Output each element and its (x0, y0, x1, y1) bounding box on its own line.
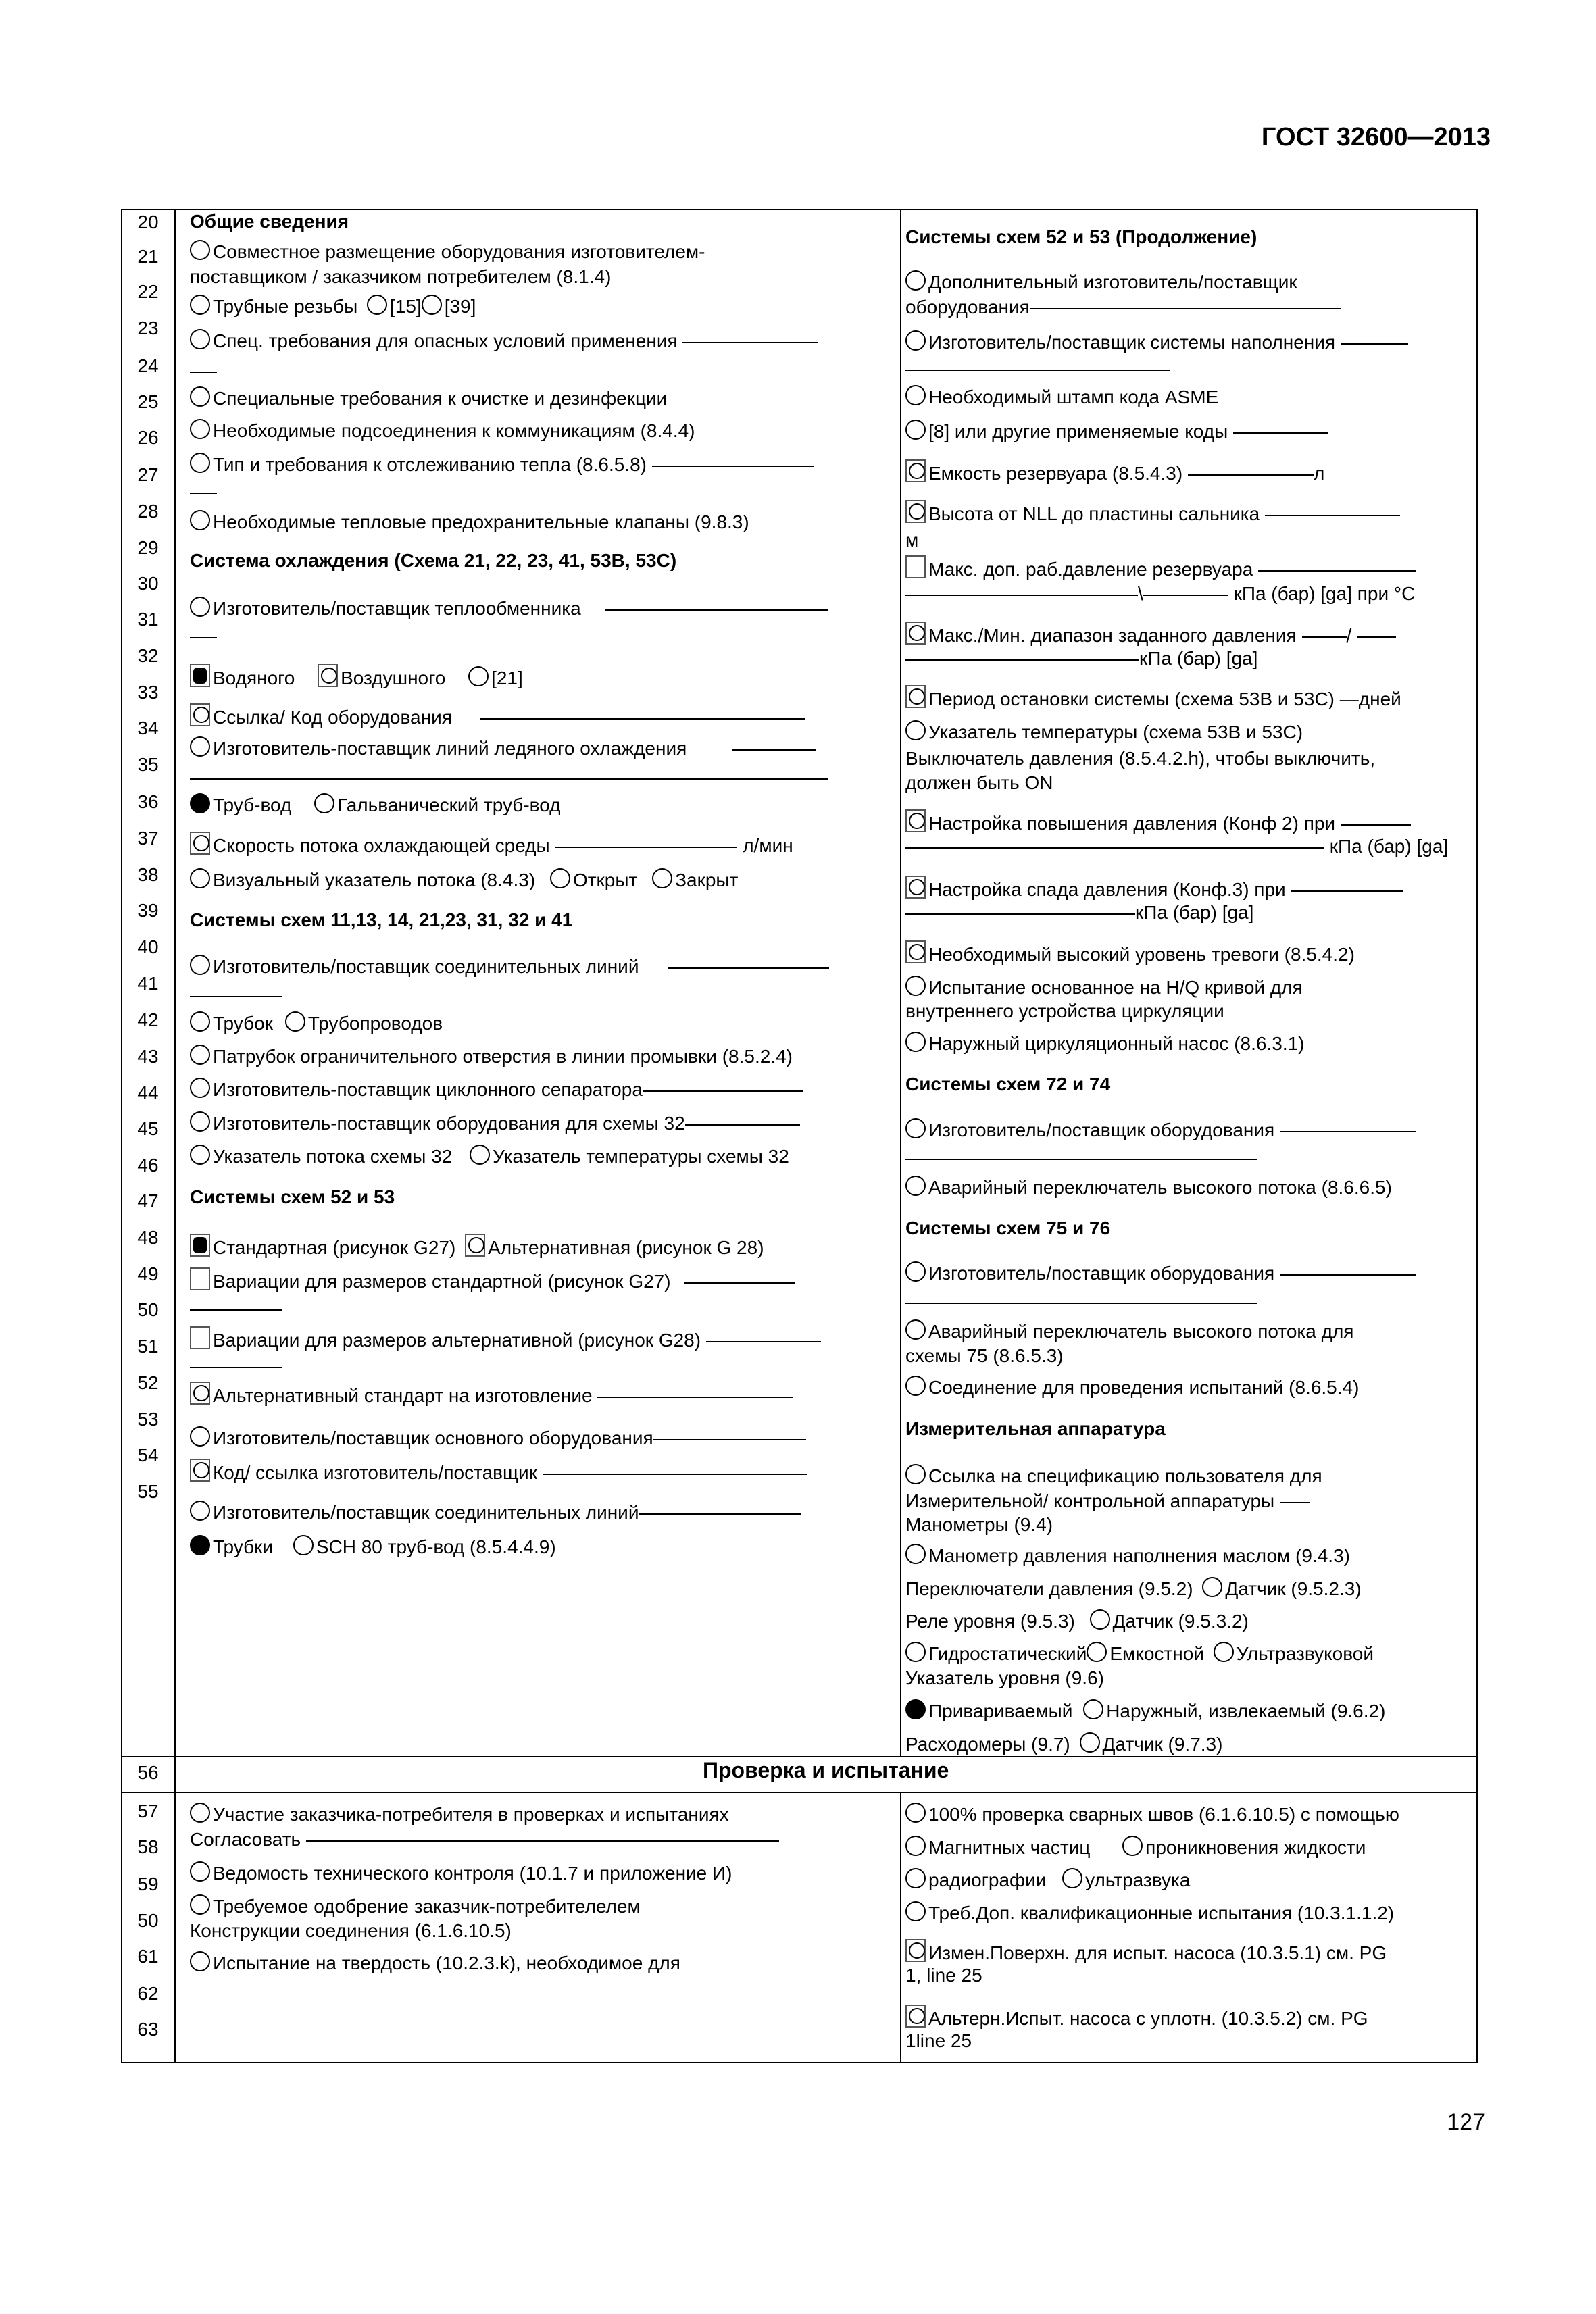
manometers-label: Манометры (9.4) (905, 1514, 1053, 1535)
conn-lines-2-item[interactable]: Изготовитель/поставщик соединительных линий (190, 1501, 801, 1524)
fill-line[interactable] (1233, 432, 1328, 434)
radio-circle-icon[interactable] (422, 295, 442, 315)
schemes-52-cont-heading: Системы схем 52 и 53 (Продолжение) (905, 226, 1257, 247)
row-number: 36 (137, 791, 159, 812)
hardness-item[interactable]: Испытание на твердость (10.2.3.k), необходимое для (190, 1951, 680, 1975)
radio-circle-icon[interactable] (905, 1803, 926, 1823)
equip-ref-item[interactable]: Ссылка/ Код оборудования (190, 703, 805, 729)
radio-circle-icon[interactable] (190, 1894, 210, 1915)
checkbox-icon[interactable] (190, 1267, 210, 1290)
radio-circle-icon[interactable] (285, 1011, 305, 1032)
checkbox-icon[interactable] (190, 1459, 210, 1482)
row-number: 26 (137, 427, 159, 448)
orifice-item[interactable]: Патрубок ограничительного отверстия в линии промывки (8.5.2.4) (190, 1045, 793, 1068)
level-relay-item[interactable]: Реле уровня (9.5.3) Датчик (9.5.3.2) (905, 1611, 1249, 1632)
level-sensor-type-item[interactable]: Гидростатический Емкостной Ультразвуковой (905, 1642, 1374, 1665)
checkbox-icon[interactable] (318, 664, 338, 687)
fill-line-cont[interactable] (190, 984, 282, 1007)
row-number: 49 (137, 1263, 159, 1284)
checkbox-icon[interactable] (905, 622, 926, 645)
pressure-switch-note: Выключатель давления (8.5.4.2.h), чтобы выключить, (905, 748, 1376, 769)
row-number: 57 (137, 1801, 159, 1821)
drop-setting-item-cont[interactable]: кПа (бар) [ga] (905, 901, 1253, 924)
extra-supplier-item-cont[interactable]: оборудования (905, 296, 1341, 319)
radio-circle-icon[interactable] (905, 1032, 926, 1052)
var-alt-item[interactable]: Вариации для размеров альтернативной (рисунок G28) (190, 1326, 821, 1352)
emergency-75-item-cont: схемы 75 (8.6.5.3) (905, 1345, 1064, 1366)
row-number: 45 (137, 1118, 159, 1139)
radio-circle-icon[interactable] (468, 666, 489, 686)
checkbox-icon[interactable] (905, 459, 926, 482)
row-number: 30 (137, 573, 159, 594)
row-number: 37 (137, 828, 159, 849)
checkbox-icon[interactable] (905, 940, 926, 963)
row-number: 31 (137, 609, 159, 630)
connections-item[interactable]: Необходимые подсоединения к коммуникациям (8.4.4) (190, 419, 695, 443)
page-number: 127 (1447, 2109, 1485, 2135)
radio-circle-icon[interactable] (190, 1111, 210, 1132)
schemes-75-heading: Системы схем 75 и 76 (905, 1217, 1111, 1238)
radio-circle-icon[interactable] (190, 736, 210, 757)
radio-circle-icon[interactable] (190, 453, 210, 473)
max-pressure-item[interactable]: Макс. доп. раб.давление резервуара (905, 555, 1416, 581)
radio-circle-icon[interactable] (190, 1145, 210, 1165)
fill-line[interactable] (706, 1341, 821, 1342)
radio-circle-icon[interactable] (190, 1951, 210, 1971)
fill-line[interactable] (306, 1840, 779, 1842)
radio-circle-icon[interactable] (905, 1642, 926, 1662)
radio-circle-icon[interactable] (314, 793, 334, 813)
alt-test-item[interactable]: Альтерн.Испыт. насоса с уплотн. (10.3.5.2) см. PG (905, 2005, 1368, 2030)
test-conn-item[interactable]: Соединение для проведения испытаний (8.6.5.4) (905, 1376, 1359, 1399)
radio-circle-icon[interactable] (905, 1464, 926, 1484)
row-number: 28 (137, 501, 159, 522)
fill-line[interactable] (643, 1090, 803, 1092)
row-number: 40 (137, 936, 159, 957)
checkbox-checked-icon[interactable] (190, 1234, 210, 1257)
radio-circle-icon[interactable] (1090, 1609, 1110, 1630)
radio-circle-icon[interactable] (470, 1145, 490, 1165)
emergency-75-item[interactable]: Аварийный переключатель высокого потока для (905, 1319, 1353, 1343)
fill-line[interactable] (1291, 890, 1403, 892)
row-number: 61 (137, 1946, 159, 1967)
fill-line[interactable] (597, 1397, 793, 1398)
rise-setting-item[interactable]: Настройка повышения давления (Конф 2) при (905, 809, 1411, 835)
surface-change-item[interactable]: Измен.Поверхн. для испыт. насоса (10.3.5.1) см. PG (905, 1939, 1387, 1965)
fill-line-cont[interactable] (190, 480, 217, 503)
row-number: 24 (137, 355, 159, 376)
radio-circle-icon[interactable] (905, 1319, 926, 1340)
fill-line[interactable] (684, 1282, 795, 1284)
ext-pump-item[interactable]: Наружный циркуляционный насос (8.6.3.1) (905, 1032, 1305, 1055)
column-divider-number (174, 209, 176, 2063)
row-number: 43 (137, 1046, 159, 1067)
other-codes-item[interactable]: [8] или другие применяемые коды (905, 420, 1328, 443)
radio-circle-icon[interactable] (905, 1544, 926, 1564)
fill-line[interactable] (732, 749, 816, 751)
radio-circle-icon[interactable] (190, 386, 210, 407)
oil-gauge-item[interactable]: Манометр давления наполнения маслом (9.4.3) (905, 1544, 1350, 1567)
row-number: 39 (137, 900, 159, 921)
radio-circle-icon[interactable] (190, 295, 210, 315)
radio-circle-icon[interactable] (905, 385, 926, 405)
radio-circle-icon[interactable] (293, 1535, 314, 1555)
alt-test-item-cont: 1line 25 (905, 2030, 972, 2051)
row-number: 62 (137, 1983, 159, 2004)
row-number: 47 (137, 1190, 159, 1211)
weld-check-item[interactable]: 100% проверка сварных швов (6.1.6.10.5) с помощью (905, 1803, 1399, 1826)
fill-line[interactable] (668, 967, 829, 969)
approval-item[interactable]: Требуемое одобрение заказчик-потребителелем (190, 1894, 641, 1918)
fill-line[interactable] (685, 1124, 800, 1126)
radio-circle-icon[interactable] (190, 329, 210, 349)
schemes-72-heading: Системы схем 72 и 74 (905, 1074, 1111, 1095)
cooling-type-item[interactable]: Водяного Воздушного [21] (190, 664, 523, 690)
fill-line-cont[interactable] (905, 357, 1170, 380)
equip-supplier-72-item[interactable]: Изготовитель/поставщик оборудования (905, 1118, 1416, 1142)
checkbox-icon[interactable] (905, 809, 926, 832)
surface-change-item-cont: 1, line 25 (905, 1965, 982, 1986)
qc-sheet-item[interactable]: Ведомость технического контроля (10.1.7 и приложение И) (190, 1861, 732, 1885)
nll-item[interactable]: Высота от NLL до пластины сальника (905, 500, 1400, 526)
row-number: 22 (137, 281, 159, 302)
column-divider-middle (900, 209, 901, 1756)
main-equip-item[interactable]: Изготовитель/поставщик основного оборудования (190, 1426, 806, 1450)
spec-ref-item[interactable]: Ссылка на спецификацию пользователя для (905, 1464, 1322, 1488)
fill-line[interactable] (682, 342, 818, 343)
checkbox-icon[interactable] (190, 703, 210, 726)
flow-rate-item[interactable]: Скорость потока охлаждающей среды л/мин (190, 832, 793, 857)
approval-item-cont: Конструкции соединения (6.1.6.10.5) (190, 1920, 512, 1941)
joint-placement-item[interactable]: Совместное размещение оборудования изготовителем- (190, 240, 705, 263)
hq-test-item[interactable]: Испытание основанное на Н/Q кривой для (905, 976, 1303, 999)
conn-lines-item[interactable]: Изготовитель/поставщик соединительных линий (190, 955, 829, 978)
participation-item[interactable]: Участие заказчика-потребителя в проверках и испытаниях (190, 1803, 729, 1826)
fill-line[interactable] (1280, 1274, 1416, 1276)
fill-line[interactable] (1188, 474, 1314, 476)
row-number: 33 (137, 682, 159, 703)
fill-line-cont[interactable] (190, 359, 217, 382)
fill-line-cont[interactable] (905, 1290, 1257, 1313)
pressure-switches-item[interactable]: Переключатели давления (9.5.2) Датчик (9.5.2.3) (905, 1578, 1362, 1599)
alt-standard-item[interactable]: Альтернативный стандарт на изготовление (190, 1382, 793, 1407)
temp-ind-item[interactable]: Указатель температуры (схема 53В и 53С) (905, 720, 1303, 744)
radio-circle-icon[interactable] (367, 295, 387, 315)
level-indicator-type-item[interactable]: Привариваемый Наружный, извлекаемый (9.6.2) (905, 1699, 1385, 1723)
checkbox-icon[interactable] (190, 832, 210, 855)
checkbox-icon[interactable] (905, 876, 926, 899)
row-number: 50 (137, 1299, 159, 1320)
section-number: 56 (137, 1762, 159, 1783)
fill-line-cont[interactable] (190, 766, 828, 789)
ice-lines-item[interactable]: Изготовитель-поставщик линий ледяного охлаждения (190, 736, 816, 760)
fill-supplier-item[interactable]: Изготовитель/поставщик системы наполнения (905, 330, 1408, 354)
row-number: 41 (137, 973, 159, 994)
visual-flow-item[interactable]: Визуальный указатель потока (8.4.3) Открыт Закрыт (190, 868, 738, 892)
extra-qual-item[interactable]: Треб.Доп. квалификационные испытания (10.3.1.1.2) (905, 1901, 1394, 1925)
fill-line-cont[interactable] (190, 1355, 282, 1378)
heat-tracing-item[interactable]: Тип и требования к отслеживанию тепла (8.6.5.8) (190, 453, 814, 476)
row-number: 58 (137, 1836, 159, 1857)
document-id: ГОСТ 32600—2013 (1261, 123, 1491, 151)
radio-circle-icon[interactable] (1062, 1868, 1082, 1888)
row-number: 29 (137, 537, 159, 558)
radio-circle-icon[interactable] (1122, 1836, 1143, 1856)
row-number: 50 (137, 1910, 159, 1931)
radio-circle-icon[interactable] (905, 1836, 926, 1856)
high-alarm-item[interactable]: Необходимый высокий уровень тревоги (8.5.4.2) (905, 940, 1355, 966)
maxmin-item-cont[interactable]: кПа (бар) [ga] (905, 647, 1257, 670)
radio-circle-icon[interactable] (1214, 1642, 1234, 1662)
equip-supplier-75-item[interactable]: Изготовитель/поставщик оборудования (905, 1261, 1416, 1285)
row-number: 34 (137, 718, 159, 738)
radio-circle-icon[interactable] (190, 1045, 210, 1065)
row-number: 25 (137, 391, 159, 412)
radio-circle-icon[interactable] (905, 330, 926, 351)
fill-line[interactable] (1280, 1502, 1310, 1503)
drop-setting-item[interactable]: Настройка спада давления (Конф.3) при (905, 876, 1403, 901)
agree-item[interactable]: Согласовать (190, 1828, 779, 1851)
section-top-rule (121, 1756, 1478, 1757)
checkbox-icon[interactable] (465, 1234, 485, 1257)
radio-circle-icon[interactable] (190, 955, 210, 975)
checkbox-checked-icon[interactable] (190, 664, 210, 687)
checkbox-icon[interactable] (905, 1939, 926, 1962)
maxmin-item[interactable]: Макс./Мин. диапазон заданного давления / (905, 622, 1396, 647)
spec-ref-item-cont[interactable]: Измерительной/ контрольной аппаратуры (905, 1490, 1310, 1513)
reservoir-item[interactable]: Емкость резервуара (8.5.4.3) л (905, 459, 1324, 485)
radio-circle-icon[interactable] (190, 510, 210, 530)
radio-circle-icon[interactable] (190, 597, 210, 617)
flowmeters-item[interactable]: Расходомеры (9.7) Датчик (9.7.3) (905, 1734, 1223, 1755)
checkbox-icon[interactable] (905, 685, 926, 708)
pressure-switch-note-cont: должен быть ON (905, 772, 1053, 793)
max-pressure-item-cont[interactable]: \ кПа (бар) [ga] при °C (905, 582, 1415, 605)
row-number: 53 (137, 1409, 159, 1430)
radio-circle-icon[interactable] (190, 1426, 210, 1447)
cooling-system-heading: Система охлаждения (Схема 21, 22, 23, 41, 53В, 53С) (190, 550, 677, 571)
radio-circle-icon[interactable] (190, 1861, 210, 1882)
radio-circle-icon[interactable] (905, 1376, 926, 1396)
radio-circle-icon[interactable] (190, 1803, 210, 1823)
row-number: 23 (137, 318, 159, 338)
special-hazard-item[interactable]: Спец. требования для опасных условий применения (190, 329, 818, 353)
fill-line-cont[interactable] (905, 1147, 1257, 1169)
scheme32-equip-item[interactable]: Изготовитель-поставщик оборудования для схемы 32 (190, 1111, 800, 1135)
column-divider-middle-bottom (900, 1792, 901, 2063)
plan-type-item[interactable]: Стандартная (рисунок G27) Альтернативная (рисунок G 28) (190, 1234, 764, 1259)
extra-supplier-item[interactable]: Дополнительный изготовитель/поставщик (905, 270, 1297, 294)
section-bottom-rule (121, 1792, 1478, 1793)
checkbox-icon[interactable] (190, 1382, 210, 1405)
radio-circle-icon[interactable] (905, 420, 926, 440)
radio-circle-icon[interactable] (1087, 1642, 1107, 1662)
scheme32-indicators-item[interactable]: Указатель потока схемы 32 Указатель температуры схемы 32 (190, 1145, 789, 1168)
radio-circle-icon[interactable] (190, 1011, 210, 1032)
schemes-11-heading: Системы схем 11,13, 14, 21,23, 31, 32 и 41 (190, 909, 573, 930)
radio-circle-icon[interactable] (190, 1078, 210, 1098)
radio-circle-icon[interactable] (905, 1901, 926, 1921)
fill-line[interactable] (1302, 636, 1347, 638)
radio-circle-icon[interactable] (905, 1868, 926, 1888)
tubes-type-item[interactable]: Трубки SCH 80 труб-вод (8.5.4.4.9) (190, 1535, 556, 1559)
thermal-valves-item[interactable]: Необходимые тепловые предохранительные клапаны (9.8.3) (190, 510, 749, 534)
radio-filled-icon[interactable] (905, 1699, 926, 1719)
asme-item[interactable]: Необходимый штамп кода ASME (905, 385, 1218, 409)
fill-line-cont[interactable] (190, 1297, 282, 1320)
fill-line[interactable] (605, 609, 828, 611)
fill-line[interactable] (555, 847, 737, 848)
var-standard-item[interactable]: Вариации для размеров стандартной (рисунок G27) (190, 1267, 795, 1293)
radio-circle-icon[interactable] (190, 240, 210, 260)
hx-supplier-item[interactable]: Изготовитель/поставщик теплообменника (190, 597, 828, 620)
tube-type-item[interactable]: Трубок Трубопроводов (190, 1011, 443, 1035)
fill-line[interactable] (1341, 343, 1408, 345)
radio-filled-icon[interactable] (190, 793, 210, 813)
row-number: 32 (137, 645, 159, 666)
cleaning-item[interactable]: Специальные требования к очистке и дезинфекции (190, 386, 667, 410)
row-number: 55 (137, 1481, 159, 1502)
radio-circle-icon[interactable] (1083, 1699, 1103, 1719)
fill-line[interactable] (1265, 515, 1400, 516)
instrumentation-heading: Измерительная аппаратура (905, 1418, 1166, 1439)
row-number: 48 (137, 1227, 159, 1248)
radio-circle-icon[interactable] (190, 868, 210, 888)
radio-circle-icon[interactable] (190, 419, 210, 439)
row-number: 20 (137, 211, 159, 232)
general-info-heading: Общие сведения (190, 211, 349, 232)
row-number: 42 (137, 1009, 159, 1030)
radio-circle-icon[interactable] (1080, 1732, 1100, 1753)
row-number: 63 (137, 2019, 159, 2040)
radio-circle-icon[interactable] (1202, 1577, 1222, 1597)
checkbox-icon[interactable] (905, 555, 926, 578)
rise-setting-item-cont[interactable]: кПа (бар) [ga] (905, 835, 1448, 858)
row-number: 51 (137, 1336, 159, 1357)
shutdown-item[interactable]: Период остановки системы (схема 53В и 53С) —дней (905, 685, 1401, 711)
row-number: 52 (137, 1372, 159, 1393)
pipe-type-item[interactable]: Труб-вод Гальванический труб-вод (190, 793, 561, 817)
section-title: Проверка и испытание (703, 1758, 949, 1782)
row-number: 38 (137, 864, 159, 885)
checkbox-icon[interactable] (905, 500, 926, 523)
nll-unit: м (905, 530, 919, 551)
radio-circle-icon[interactable] (905, 1118, 926, 1138)
pipe-threads-item[interactable]: Трубные резьбы [15] [39] (190, 295, 476, 318)
row-number: 21 (137, 246, 159, 267)
hq-test-item-cont: внутреннего устройства циркуляции (905, 1001, 1224, 1022)
radio-circle-icon[interactable] (652, 868, 672, 888)
fill-line[interactable] (652, 466, 814, 467)
weld-method-item[interactable]: Магнитных частиц проникновения жидкости (905, 1836, 1366, 1859)
row-number: 54 (137, 1444, 159, 1465)
checkbox-icon[interactable] (190, 1326, 210, 1349)
radio-circle-icon[interactable] (905, 270, 926, 291)
row-number: 44 (137, 1082, 159, 1103)
weld-method-item-2[interactable]: радиографии ультразвука (905, 1868, 1190, 1892)
cyclone-item[interactable]: Изготовитель-поставщик циклонного сепаратора (190, 1078, 803, 1101)
radio-circle-icon[interactable] (905, 1261, 926, 1282)
row-number: 35 (137, 754, 159, 775)
row-number: 59 (137, 1873, 159, 1894)
fill-line-cont[interactable] (190, 625, 217, 648)
fill-line[interactable] (1258, 570, 1416, 572)
fill-line[interactable] (1030, 308, 1341, 309)
checkbox-icon[interactable] (905, 2005, 926, 2028)
radio-circle-icon[interactable] (190, 1501, 210, 1521)
level-indicator-label: Указатель уровня (9.6) (905, 1667, 1104, 1688)
fill-line[interactable] (653, 1439, 806, 1440)
emergency-switch-item[interactable]: Аварийный переключатель высокого потока (8.6.6.5) (905, 1176, 1392, 1199)
joint-placement-item-cont: поставщиком / заказчиком потребителем (8.1.4) (190, 266, 612, 287)
row-number: 27 (137, 464, 159, 485)
radio-circle-icon[interactable] (550, 868, 570, 888)
fill-line[interactable] (480, 718, 805, 720)
schemes-52-heading: Системы схем 52 и 53 (190, 1186, 395, 1207)
fill-line[interactable] (1280, 1131, 1416, 1132)
radio-filled-icon[interactable] (190, 1535, 210, 1555)
row-number: 46 (137, 1155, 159, 1176)
fill-line[interactable] (543, 1474, 807, 1475)
code-ref-item[interactable]: Код/ ссылка изготовитель/поставщик (190, 1459, 807, 1484)
fill-line[interactable] (639, 1513, 801, 1515)
radio-circle-icon[interactable] (905, 976, 926, 996)
radio-circle-icon[interactable] (905, 1176, 926, 1196)
radio-circle-icon[interactable] (905, 720, 926, 740)
fill-line[interactable] (1341, 824, 1411, 826)
